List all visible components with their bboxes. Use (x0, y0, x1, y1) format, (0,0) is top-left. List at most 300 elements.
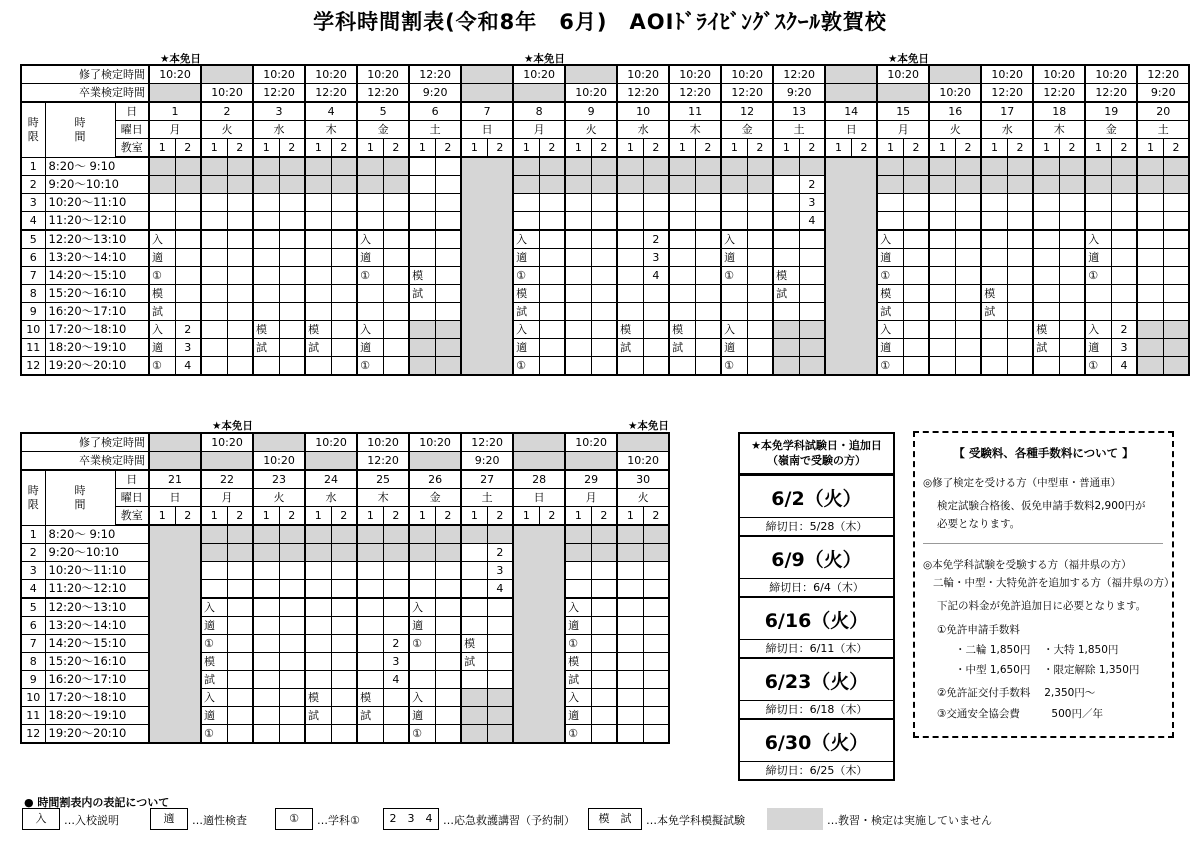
lesson-cell-room2 (747, 285, 773, 303)
room-2-header: 2 (643, 139, 669, 158)
lesson-cell-room1 (253, 194, 279, 212)
lesson-cell-room2 (435, 580, 461, 599)
lesson-cell-room2 (1059, 230, 1085, 249)
shuryo-time: 12:20 (461, 433, 513, 452)
lesson-cell-room1 (409, 176, 435, 194)
lesson-cell-room1 (357, 544, 383, 562)
weekday: 金 (721, 121, 773, 139)
lesson-cell-room2 (487, 725, 513, 744)
sotsugyo-time: 12:20 (1033, 84, 1085, 103)
lesson-cell-room2 (955, 157, 981, 176)
lesson-cell-room2 (435, 598, 461, 617)
lesson-cell-room1: 模 (305, 321, 331, 339)
lesson-cell-room1 (461, 598, 487, 617)
lesson-cell-room1 (149, 176, 175, 194)
period-number: 9 (21, 303, 45, 321)
lesson-cell-room1 (149, 157, 175, 176)
lesson-cell-room1 (253, 267, 279, 285)
lesson-cell-room1: 適 (201, 617, 227, 635)
fee-limit-removal: ・限定解除 1,350円 (1043, 664, 1140, 676)
lesson-cell-room2 (1163, 339, 1189, 357)
room-2-header: 2 (1163, 139, 1189, 158)
lesson-cell-room2 (279, 285, 305, 303)
lesson-cell-room2 (331, 725, 357, 744)
sotsugyo-time (149, 84, 201, 103)
lesson-cell-room1 (565, 212, 591, 231)
lesson-cell-room1: 模 (357, 689, 383, 707)
room-1-header: 1 (513, 139, 539, 158)
lesson-cell-room1: 適 (565, 707, 591, 725)
lesson-cell-room1 (461, 617, 487, 635)
lesson-cell-room1: 適 (149, 339, 175, 357)
shuryo-time: 10:20 (669, 65, 721, 84)
shuryo-time: 10:20 (617, 65, 669, 84)
lesson-cell-room2 (903, 357, 929, 376)
period-time: 13:20～14:10 (45, 617, 149, 635)
lesson-cell-room1 (721, 212, 747, 231)
lesson-cell-room1 (357, 653, 383, 671)
lesson-cell-room2 (279, 707, 305, 725)
lesson-cell-room1 (721, 303, 747, 321)
lesson-cell-room1 (773, 230, 799, 249)
lesson-cell-room2 (747, 321, 773, 339)
lesson-cell-room2 (331, 689, 357, 707)
lesson-cell-room1 (617, 157, 643, 176)
sotsugyo-time: 10:20 (929, 84, 981, 103)
lesson-cell-room1 (669, 303, 695, 321)
page-title: 学科時間割表(令和8年 6月) AOIﾄﾞﾗｲﾋﾞﾝｸﾞｽｸｰﾙ敦賀校 (313, 10, 887, 34)
lesson-cell-room2 (227, 598, 253, 617)
lesson-cell-room1 (253, 230, 279, 249)
lesson-cell-room2 (643, 176, 669, 194)
shuryo-time (825, 65, 877, 84)
lesson-cell-room1 (669, 212, 695, 231)
period-time: 8:20～ 9:10 (45, 157, 149, 176)
lesson-cell-room1 (981, 157, 1007, 176)
lesson-cell-room2: 2 (643, 230, 669, 249)
lesson-cell-room1: 模 (149, 285, 175, 303)
room-2-header: 2 (279, 139, 305, 158)
lesson-cell-room1 (981, 212, 1007, 231)
lesson-cell-room1 (1137, 249, 1163, 267)
lesson-cell-room2 (539, 303, 565, 321)
closed-day-cell (149, 525, 201, 743)
lesson-cell-room1 (1085, 157, 1111, 176)
lesson-cell-room2 (227, 339, 253, 357)
lesson-cell-room2 (331, 176, 357, 194)
lesson-cell-room2 (175, 303, 201, 321)
lesson-cell-room2: 4 (643, 267, 669, 285)
lesson-cell-room1: ① (357, 267, 383, 285)
day-number: 23 (253, 470, 305, 489)
lesson-cell-room2 (695, 212, 721, 231)
room-2-header: 2 (435, 507, 461, 526)
legend-symbol: 適 (150, 808, 188, 830)
lesson-cell-room1: 適 (409, 707, 435, 725)
lesson-cell-room2 (487, 689, 513, 707)
lesson-cell-room2 (227, 580, 253, 599)
weekday: 水 (617, 121, 669, 139)
lesson-cell-room2 (747, 267, 773, 285)
day-number: 21 (149, 470, 201, 489)
lesson-cell-room2 (955, 194, 981, 212)
lesson-cell-room2 (331, 157, 357, 176)
period-number: 4 (21, 580, 45, 599)
lesson-cell-room1 (461, 725, 487, 744)
lesson-cell-room2 (279, 580, 305, 599)
lesson-cell-room1 (1033, 249, 1059, 267)
lesson-cell-room2 (1163, 267, 1189, 285)
lesson-cell-room1 (565, 249, 591, 267)
label-shuryo: 修了検定時間 (21, 65, 149, 84)
label-shuryo: 修了検定時間 (21, 433, 149, 452)
room-1-header: 1 (149, 507, 175, 526)
lesson-cell-room2 (747, 176, 773, 194)
lesson-cell-room1 (409, 303, 435, 321)
day-number: 1 (149, 102, 201, 121)
lesson-cell-room2 (1007, 339, 1033, 357)
lesson-cell-room1 (305, 230, 331, 249)
lesson-cell-room2 (435, 176, 461, 194)
lesson-cell-room2 (591, 157, 617, 176)
sotsugyo-time: 12:20 (253, 84, 305, 103)
lesson-cell-room1: 模 (1033, 321, 1059, 339)
sotsugyo-time (565, 452, 617, 471)
lesson-cell-room2 (279, 725, 305, 744)
lesson-cell-room2 (1163, 285, 1189, 303)
lesson-cell-room1 (201, 321, 227, 339)
lesson-cell-room2 (747, 249, 773, 267)
room-1-header: 1 (1137, 139, 1163, 158)
lesson-cell-room1 (253, 635, 279, 653)
lesson-cell-room2 (279, 635, 305, 653)
day-number: 19 (1085, 102, 1137, 121)
sotsugyo-time (201, 452, 253, 471)
shuryo-time (513, 433, 565, 452)
lesson-cell-room2 (591, 230, 617, 249)
sotsugyo-time: 12:20 (305, 84, 357, 103)
lesson-cell-room2: 4 (175, 357, 201, 376)
shuryo-time: 10:20 (305, 65, 357, 84)
lesson-cell-room1 (773, 303, 799, 321)
lesson-cell-room1 (253, 303, 279, 321)
lesson-cell-room1 (929, 303, 955, 321)
lesson-cell-room2 (1059, 285, 1085, 303)
period-time: 19:20～20:10 (45, 725, 149, 744)
lesson-cell-room2 (695, 285, 721, 303)
label-jikan: 時間 (45, 102, 115, 157)
day-number: 16 (929, 102, 981, 121)
lesson-cell-room1 (617, 525, 643, 544)
lesson-cell-room1 (1033, 212, 1059, 231)
lesson-cell-room2 (487, 653, 513, 671)
exam-date-block (740, 718, 893, 780)
lesson-cell-room1 (617, 671, 643, 689)
lesson-cell-room2: 4 (487, 580, 513, 599)
lesson-cell-room1 (305, 525, 331, 544)
lesson-cell-room1 (773, 194, 799, 212)
day-number: 7 (461, 102, 513, 121)
lesson-cell-room2: 4 (1111, 357, 1137, 376)
lesson-cell-room2 (1059, 176, 1085, 194)
shuryo-time: 10:20 (1033, 65, 1085, 84)
lesson-cell-room1 (1137, 285, 1163, 303)
exam-date: 6/16（火） (764, 610, 869, 632)
lesson-cell-room2 (903, 212, 929, 231)
lesson-cell-room1 (253, 176, 279, 194)
label-room: 教室 (115, 139, 149, 158)
lesson-cell-room1: 試 (409, 285, 435, 303)
lesson-cell-room1 (409, 249, 435, 267)
lesson-cell-room2 (1163, 176, 1189, 194)
day-number: 9 (565, 102, 617, 121)
fees-box (913, 431, 1174, 738)
lesson-cell-room1 (305, 357, 331, 376)
lesson-cell-room2 (799, 303, 825, 321)
lesson-cell-room2 (279, 671, 305, 689)
lesson-cell-room2 (747, 339, 773, 357)
lesson-cell-room1 (669, 176, 695, 194)
lesson-cell-room2 (383, 321, 409, 339)
lesson-cell-room1: ① (1085, 357, 1111, 376)
lesson-cell-room2 (383, 212, 409, 231)
period-time: 17:20～18:10 (45, 321, 149, 339)
lesson-cell-room1 (669, 249, 695, 267)
lesson-cell-room2 (279, 176, 305, 194)
lesson-cell-room1 (1137, 230, 1163, 249)
lesson-cell-room2 (279, 339, 305, 357)
room-2-header: 2 (227, 507, 253, 526)
lesson-cell-room1 (357, 525, 383, 544)
lesson-cell-room2 (1007, 176, 1033, 194)
lesson-cell-room2 (227, 725, 253, 744)
lesson-cell-room1 (929, 285, 955, 303)
lesson-cell-room1: 入 (721, 230, 747, 249)
exam-date: 6/30（火） (764, 732, 869, 754)
lesson-cell-room2 (383, 230, 409, 249)
closed-day-cell (825, 157, 877, 375)
label-jigen: 時限 (21, 102, 45, 157)
lesson-cell-room2 (331, 544, 357, 562)
lesson-cell-room2 (435, 617, 461, 635)
lesson-cell-room2 (435, 689, 461, 707)
day-number: 3 (253, 102, 305, 121)
lesson-cell-room2 (435, 267, 461, 285)
lesson-cell-room2 (799, 267, 825, 285)
lesson-cell-room2 (487, 707, 513, 725)
sotsugyo-time: 10:20 (617, 452, 669, 471)
period-number: 5 (21, 230, 45, 249)
lesson-cell-room1: 入 (201, 689, 227, 707)
fees-item2: ②免許証交付手数料 2,350円～ (937, 687, 1096, 699)
shuryo-time (461, 65, 513, 84)
lesson-cell-room1 (617, 357, 643, 376)
lesson-cell-room1: 模 (981, 285, 1007, 303)
weekday: 月 (149, 121, 201, 139)
lesson-cell-room1: 入 (513, 230, 539, 249)
lesson-cell-room2 (331, 580, 357, 599)
lesson-cell-room2 (175, 212, 201, 231)
lesson-cell-room1: ① (513, 267, 539, 285)
star-marker: ★本免日 (524, 53, 565, 65)
room-1-header: 1 (357, 507, 383, 526)
lesson-cell-room2 (279, 267, 305, 285)
exam-dates-box (738, 432, 895, 781)
weekday: 水 (305, 489, 357, 507)
lesson-cell-room1: 適 (409, 617, 435, 635)
lesson-cell-room2 (643, 157, 669, 176)
period-time: 12:20～13:10 (45, 230, 149, 249)
lesson-cell-room2 (695, 157, 721, 176)
lesson-cell-room2 (591, 707, 617, 725)
lesson-cell-room2 (591, 339, 617, 357)
sotsugyo-time: 9:20 (773, 84, 825, 103)
lesson-cell-room2 (591, 635, 617, 653)
room-1-header: 1 (617, 507, 643, 526)
lesson-cell-room1 (929, 176, 955, 194)
lesson-cell-room1 (1033, 357, 1059, 376)
fee-motorcycle: ・二輪 1,850円 (955, 644, 1031, 656)
room-1-header: 1 (253, 507, 279, 526)
lesson-cell-room1 (617, 653, 643, 671)
lesson-cell-room1 (669, 267, 695, 285)
lesson-cell-room1 (929, 321, 955, 339)
lesson-cell-room2 (643, 635, 669, 653)
lesson-cell-room1: 試 (357, 707, 383, 725)
lesson-cell-room1 (929, 194, 955, 212)
room-2-header: 2 (695, 139, 721, 158)
lesson-cell-room1 (409, 339, 435, 357)
lesson-cell-room1 (929, 157, 955, 176)
lesson-cell-room1 (617, 230, 643, 249)
lesson-cell-room2 (903, 321, 929, 339)
lesson-cell-room1: 模 (565, 653, 591, 671)
day-number: 18 (1033, 102, 1085, 121)
lesson-cell-room2 (227, 267, 253, 285)
shuryo-time: 10:20 (565, 433, 617, 452)
lesson-cell-room1 (201, 562, 227, 580)
lesson-cell-room1 (409, 525, 435, 544)
lesson-cell-room2 (279, 212, 305, 231)
lesson-cell-room2 (1059, 321, 1085, 339)
lesson-cell-room2 (175, 230, 201, 249)
lesson-cell-room1 (461, 689, 487, 707)
day-number: 27 (461, 470, 513, 489)
lesson-cell-room2 (1059, 267, 1085, 285)
lesson-cell-room2 (435, 653, 461, 671)
room-2-header: 2 (591, 507, 617, 526)
lesson-cell-room2 (955, 249, 981, 267)
lesson-cell-room2 (383, 157, 409, 176)
lesson-cell-room1: 試 (201, 671, 227, 689)
room-1-header: 1 (305, 139, 331, 158)
lesson-cell-room1: 入 (357, 230, 383, 249)
lesson-cell-room2 (175, 194, 201, 212)
lesson-cell-room1 (1033, 157, 1059, 176)
sotsugyo-time: 12:20 (357, 452, 409, 471)
lesson-cell-room1: 模 (409, 267, 435, 285)
period-time: 9:20～10:10 (45, 544, 149, 562)
legend-desc: …入校説明 (64, 814, 119, 827)
lesson-cell-room1: 入 (877, 321, 903, 339)
lesson-cell-room2 (643, 653, 669, 671)
lesson-cell-room1 (253, 562, 279, 580)
lesson-cell-room1 (617, 725, 643, 744)
shuryo-time (149, 433, 201, 452)
lesson-cell-room1 (149, 194, 175, 212)
lesson-cell-room2 (539, 157, 565, 176)
lesson-cell-room1 (357, 725, 383, 744)
room-2-header: 2 (903, 139, 929, 158)
day-number: 15 (877, 102, 929, 121)
lesson-cell-room1 (409, 562, 435, 580)
lesson-cell-room1 (929, 267, 955, 285)
lesson-cell-room2 (539, 321, 565, 339)
lesson-cell-room1: 入 (409, 598, 435, 617)
lesson-cell-room2 (1111, 194, 1137, 212)
lesson-cell-room2 (279, 544, 305, 562)
lesson-cell-room2 (955, 267, 981, 285)
room-1-header: 1 (201, 507, 227, 526)
lesson-cell-room2 (487, 617, 513, 635)
label-sotsugyo: 卒業検定時間 (21, 84, 149, 103)
lesson-cell-room1 (773, 249, 799, 267)
exam-dates-subtitle: （嶺南で受験の方） (767, 454, 866, 467)
lesson-cell-room2 (1111, 267, 1137, 285)
room-2-header: 2 (175, 507, 201, 526)
lesson-cell-room1 (981, 230, 1007, 249)
weekday: 火 (617, 489, 669, 507)
lesson-cell-room1 (253, 725, 279, 744)
lesson-cell-room1 (617, 598, 643, 617)
lesson-cell-room1 (721, 285, 747, 303)
lesson-cell-room2 (435, 212, 461, 231)
lesson-cell-room1 (305, 671, 331, 689)
lesson-cell-room2 (227, 357, 253, 376)
lesson-cell-room1: 入 (357, 321, 383, 339)
lesson-cell-room2 (279, 194, 305, 212)
lesson-cell-room2 (435, 157, 461, 176)
period-number: 8 (21, 653, 45, 671)
lesson-cell-room2 (1111, 230, 1137, 249)
lesson-cell-room2 (539, 339, 565, 357)
lesson-cell-room2 (331, 285, 357, 303)
weekday: 月 (877, 121, 929, 139)
room-2-header: 2 (1007, 139, 1033, 158)
lesson-cell-room2 (1059, 212, 1085, 231)
period-time: 19:20～20:10 (45, 357, 149, 376)
lesson-cell-room2 (643, 689, 669, 707)
weekday: 月 (565, 489, 617, 507)
lesson-cell-room2 (331, 707, 357, 725)
weekday: 日 (825, 121, 877, 139)
lesson-cell-room2: 3 (643, 249, 669, 267)
lesson-cell-room1: 適 (357, 249, 383, 267)
lesson-cell-room2 (591, 525, 617, 544)
lesson-cell-room2 (227, 635, 253, 653)
lesson-cell-room2 (1059, 339, 1085, 357)
legend-symbol: 入 (22, 808, 60, 830)
lesson-cell-room1 (409, 653, 435, 671)
lesson-cell-room1: 入 (565, 598, 591, 617)
lesson-cell-room1 (617, 194, 643, 212)
lesson-cell-room1 (461, 707, 487, 725)
lesson-cell-room2 (591, 194, 617, 212)
room-2-header: 2 (851, 139, 877, 158)
weekday: 金 (357, 121, 409, 139)
day-number: 26 (409, 470, 461, 489)
lesson-cell-room2 (1007, 157, 1033, 176)
